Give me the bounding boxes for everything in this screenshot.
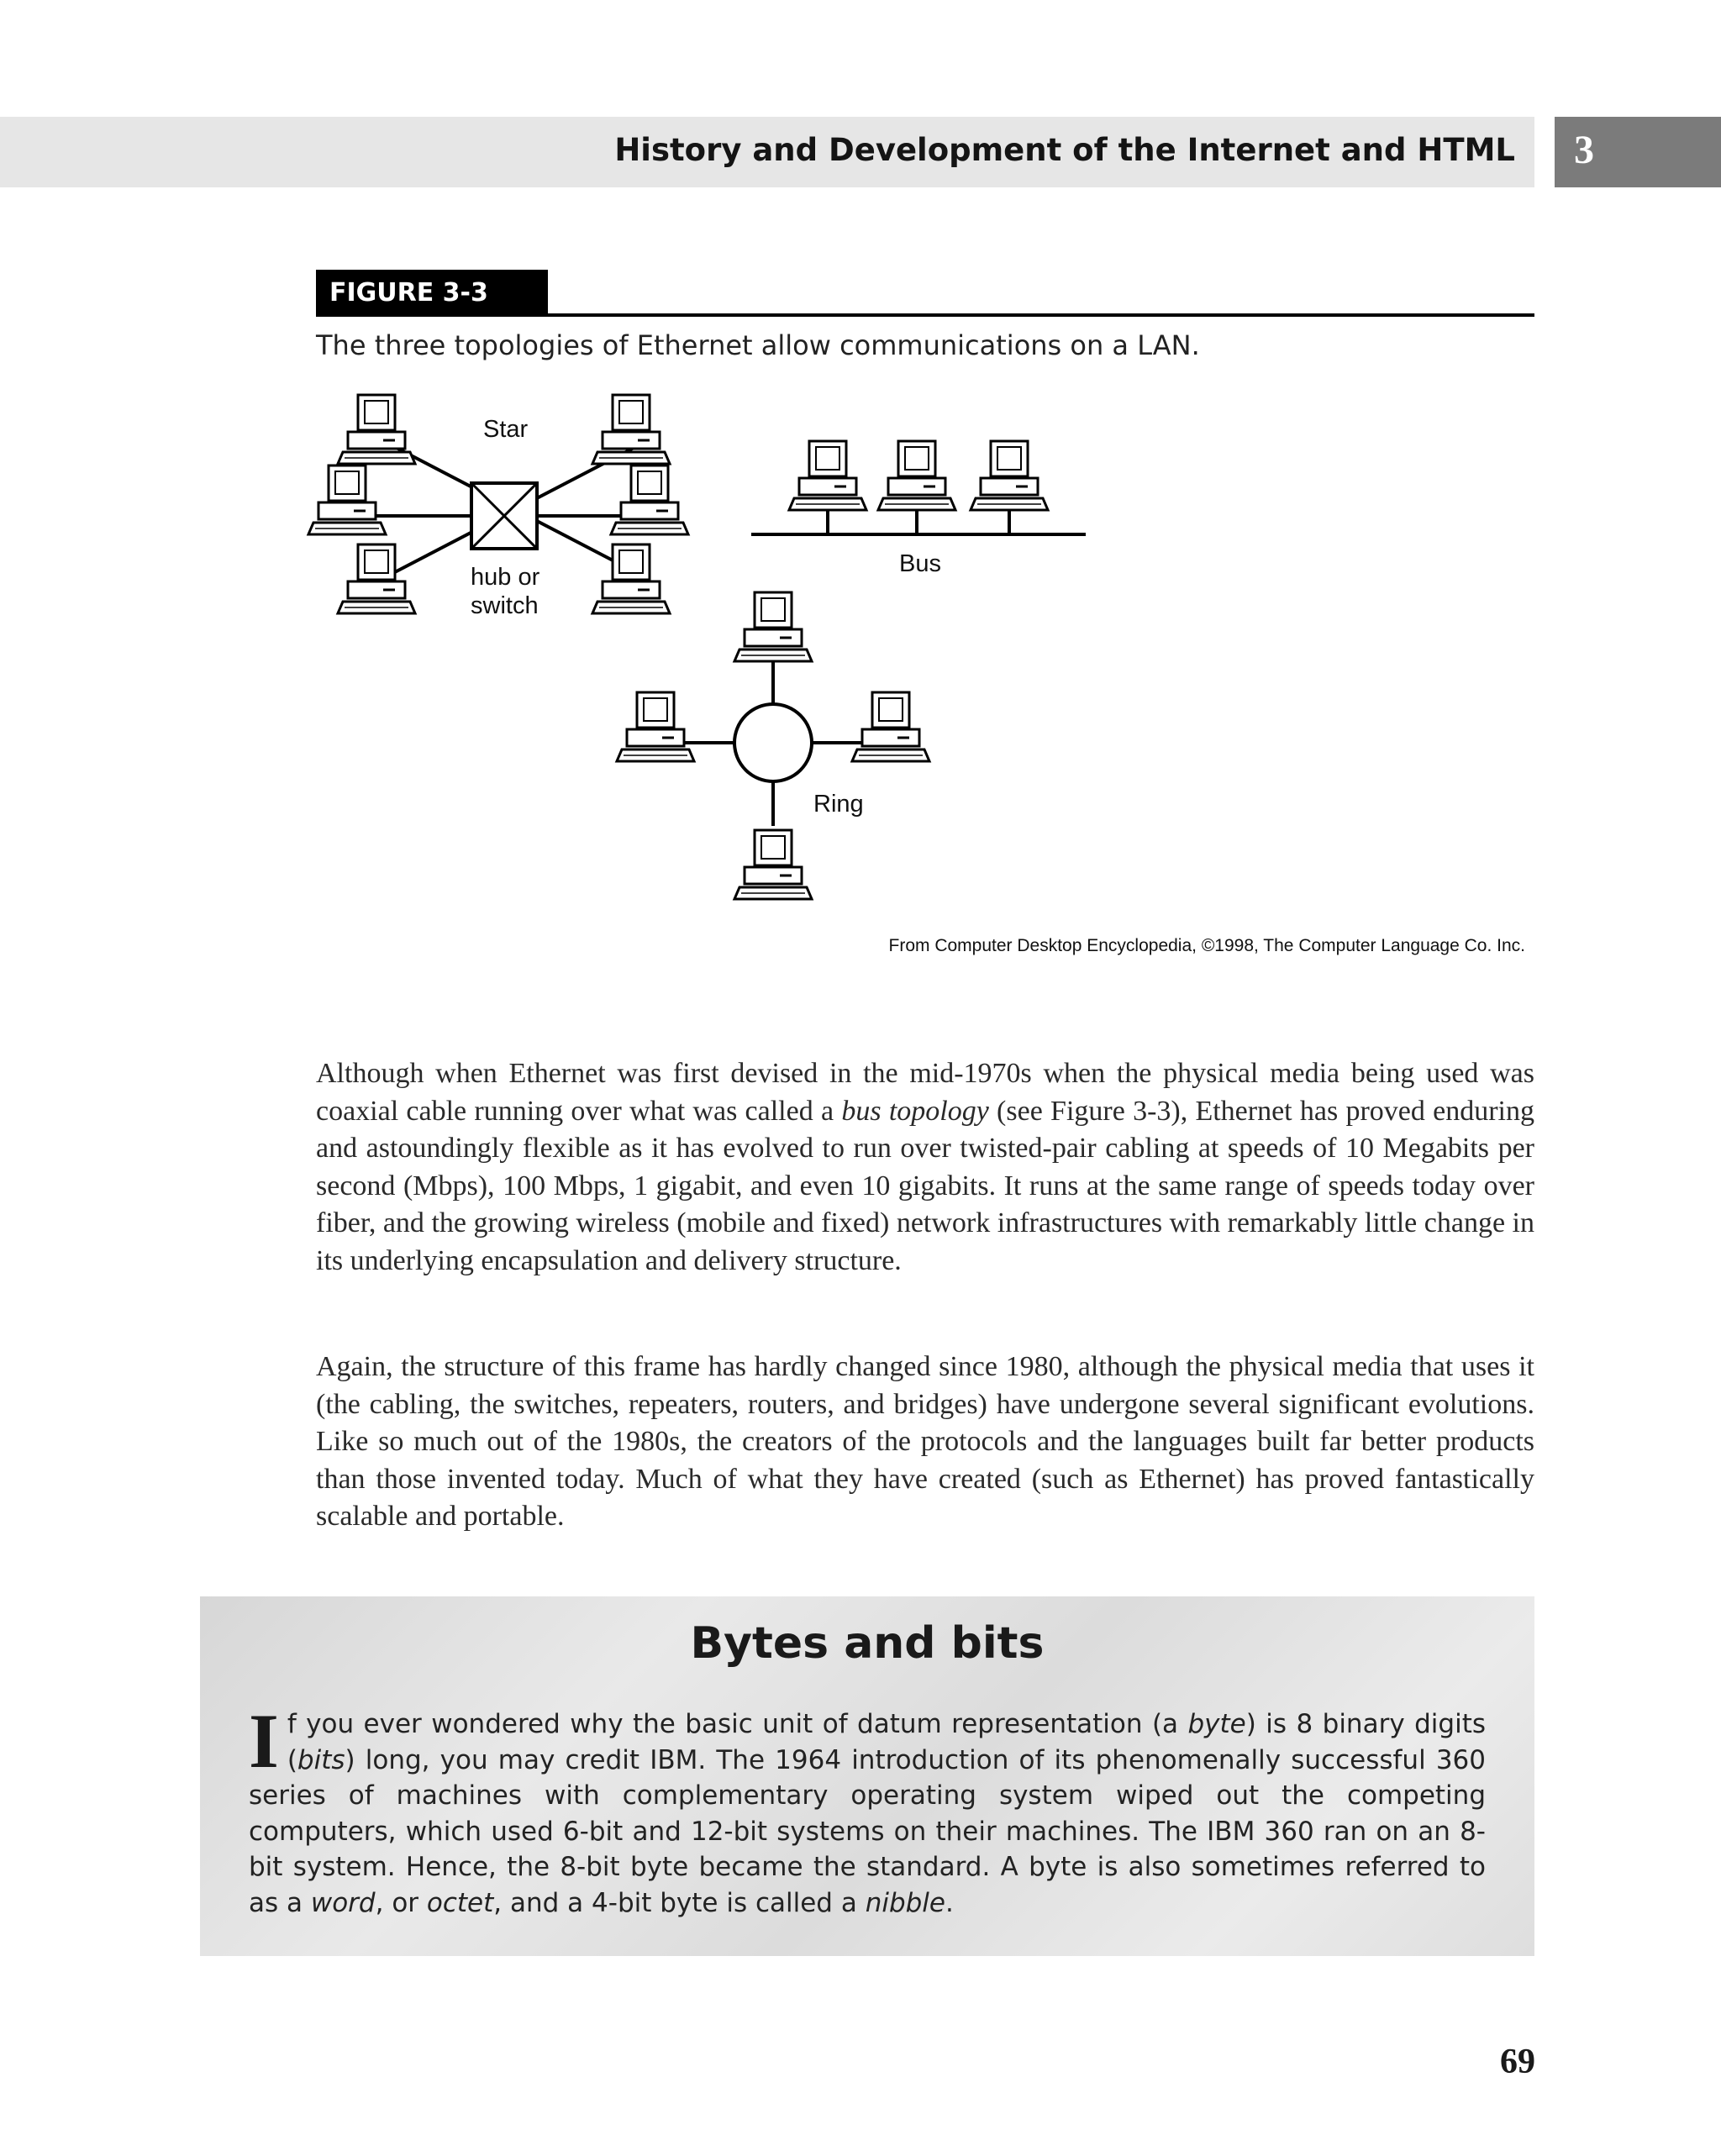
ring-circle (734, 704, 812, 781)
figure-credit: From Computer Desktop Encyclopedia, ©1998, The Computer Language Co. Inc. (888, 936, 1525, 955)
sidebar-emphasis-word: word (310, 1887, 376, 1918)
star-computer-mid-left (308, 465, 386, 534)
figure-caption: The three topologies of Ethernet allow communications on a LAN. (316, 329, 1200, 361)
bus-computer-2 (878, 441, 955, 510)
star-computer-top-left (338, 395, 415, 464)
ring-computer-bottom (734, 830, 812, 899)
figure-label: FIGURE 3-3 (316, 270, 548, 316)
bus-computer-3 (971, 441, 1048, 510)
bus-backbone (751, 507, 1086, 534)
ring-computer-left (617, 692, 694, 761)
sidebar-emphasis-octet: octet (426, 1887, 494, 1918)
bus-computer-1 (789, 441, 866, 510)
body-paragraph-2: Again, the structure of this frame has hardly changed since 1980, although the physical media that uses it (the cabling, the switches, repeaters, routers, and bridges) have undergone several significant evolutions. Like so much out of the 1980s, the creators of the protocols and the languages built far better products than those invented today. Much of what they have created (such as Ethernet) has proved fantastically scalable and portable. (316, 1351, 1534, 1532)
page-number: 69 (1500, 2043, 1535, 2081)
para1-text-b: (see Figure 3-3), Ethernet has proved enduring and astoundingly flexible as it has evolved to run over twisted-pair cabling at speeds of 10 Megabits per second (Mbps), 100 Mbps, 1 gigabit, and even 10 gigabits. It runs at the same range of speeds today over fiber, and the growing wireless (mobile and fixed) network infrastructures with remarkably little change in its underlying encapsulation and delivery structure. (316, 1095, 1534, 1276)
hub-label-line2: switch (471, 592, 539, 619)
bus-label: Bus (899, 550, 941, 577)
para1-text-a: Although when Ethernet was first devised in the mid-1970s when the physical media being used was coaxial cable running over what was called a (316, 1058, 1534, 1127)
sidebar-body (249, 1698, 1486, 1921)
star-computer-top-right (592, 395, 670, 464)
sidebar-text-6: . (945, 1887, 954, 1918)
star-label: Star (483, 416, 529, 443)
sidebar-text-2: ) is 8 binary digits ( (287, 1709, 1486, 1775)
star-computer-bottom-left (338, 544, 415, 613)
running-title: History and Development of the Internet and HTML (614, 132, 1515, 168)
sidebar-text-1: f you ever wondered why the basic unit of datum representation (a (287, 1709, 1188, 1739)
sidebar-text-3: ) long, you may credit IBM. The 1964 introduction of its phenomenally successful 360 series of machines with complementary operating system wiped out the competing computers, which used 6-bit and 12-bit systems on their machines. The IBM 360 ran on an 8-bit system. Hence, the 8-bit byte became the standard. A byte is also sometimes referred to as a (249, 1744, 1486, 1918)
hub-label-line1: hub or (471, 564, 540, 591)
sidebar-emphasis-bits: bits (297, 1744, 345, 1775)
star-computer-mid-right (611, 465, 688, 534)
sidebar-title: Bytes and bits (690, 1618, 1045, 1669)
ring-label: Ring (813, 791, 864, 818)
topology-diagram (0, 0, 1721, 966)
chapter-number: 3 (1574, 128, 1594, 172)
para1-emphasis: bus topology (841, 1095, 989, 1127)
sidebar-emphasis-nibble: nibble (865, 1887, 945, 1918)
sidebar-text-5: , and a 4-bit byte is called a (493, 1887, 866, 1918)
body-paragraph-1 (316, 1055, 1534, 1280)
sidebar-emphasis-byte: byte (1187, 1709, 1246, 1739)
sidebar-dropcap: I (249, 1698, 279, 1784)
ring-computer-right (852, 692, 929, 761)
ring-computer-top (734, 592, 812, 661)
sidebar-text-4: , or (375, 1887, 427, 1918)
